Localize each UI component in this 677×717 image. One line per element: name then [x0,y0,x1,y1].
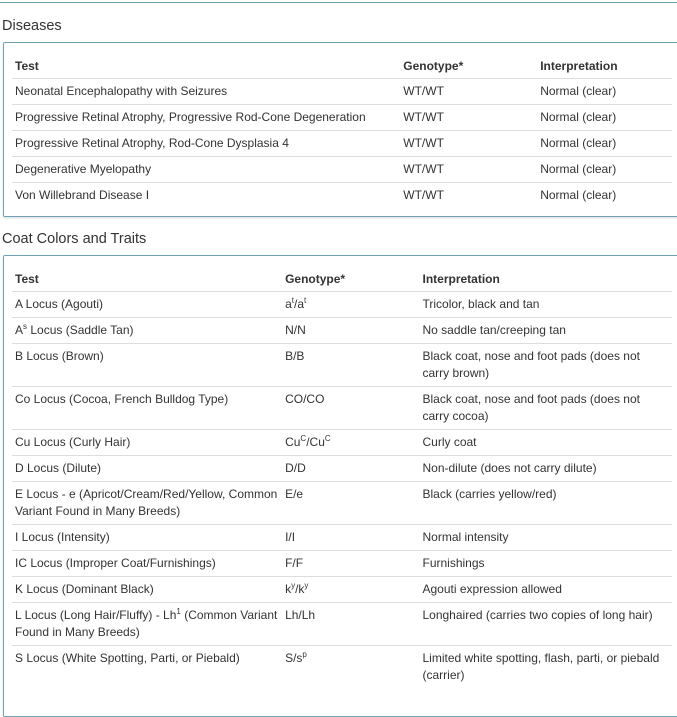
cell-interpretation: Normal (clear) [537,79,672,105]
diseases-panel [3,42,677,217]
column-header-interpretation: Interpretation [537,54,672,79]
cell-genotype [282,482,419,525]
cell-test [12,456,282,482]
cell-test [12,646,282,689]
cell-genotype [282,577,419,603]
table-row [12,105,672,131]
text-segment: Co Locus (Cocoa, French Bulldog Type) [15,392,229,406]
previous-section-border [0,0,677,3]
cell-genotype [400,183,537,209]
table-row [12,131,672,157]
superscript: 1 [176,607,181,616]
cell-test [12,551,282,577]
text-segment: E Locus - e (Apricot/Cream/Red/Yellow, Common Variant Found in Many Breeds) [15,487,278,518]
cell-interpretation: No saddle tan/creeping tan [419,318,672,344]
superscript: C [324,434,331,443]
table-row [12,157,672,183]
table-row [12,387,672,430]
superscript: y [291,581,296,590]
text-segment: WT/WT [403,188,444,202]
column-header-genotype: Genotype* [400,54,537,79]
text-segment: Lh/Lh [285,608,316,622]
diseases-table [12,54,672,208]
cell-genotype [282,603,419,646]
cell-test [12,318,282,344]
cell-genotype [400,131,537,157]
coat-panel [3,255,677,717]
superscript: C [300,434,307,443]
column-header-test: Test [12,54,400,79]
cell-test [12,344,282,387]
text-segment: /a [294,297,305,311]
cell-test [12,105,400,131]
table-row [12,183,672,209]
cell-test [12,79,400,105]
table-header-row [12,267,672,292]
cell-interpretation: Tricolor, black and tan [419,292,672,318]
table-row [12,318,672,344]
text-segment: Von Willebrand Disease I [15,188,150,202]
text-segment: N/N [285,323,306,337]
text-segment: S/s [285,651,303,665]
cell-interpretation: Black coat, nose and foot pads (does not carry cocoa) [419,387,672,430]
column-header-interpretation: Interpretation [419,267,672,292]
cell-interpretation: Normal (clear) [537,157,672,183]
cell-interpretation: Curly coat [419,430,672,456]
cell-test [12,482,282,525]
column-header-test: Test [12,267,282,292]
cell-test [12,157,400,183]
text-segment: WT/WT [403,110,444,124]
table-row [12,456,672,482]
text-segment: CO/CO [285,392,325,406]
table-header-row [12,54,672,79]
text-segment: Cu Locus (Curly Hair) [15,435,131,449]
cell-genotype [282,318,419,344]
cell-interpretation: Black coat, nose and foot pads (does not carry brown) [419,344,672,387]
table-row [12,603,672,646]
cell-interpretation: Agouti expression allowed [419,577,672,603]
coat-table [12,267,672,688]
text-segment: I Locus (Intensity) [15,530,110,544]
text-segment: I/I [285,530,296,544]
text-segment: E/e [285,487,304,501]
cell-test [12,183,400,209]
text-segment: A [15,323,24,337]
cell-test [12,577,282,603]
cell-test [12,292,282,318]
text-segment: a [285,297,292,311]
cell-genotype [282,430,419,456]
superscript: p [302,650,307,659]
cell-genotype [282,525,419,551]
text-segment: k [285,582,292,596]
text-segment: B Locus (Brown) [15,349,104,363]
text-segment: D Locus (Dilute) [15,461,102,475]
column-header-genotype: Genotype* [282,267,419,292]
cell-interpretation: Black (carries yellow/red) [419,482,672,525]
cell-interpretation: Normal (clear) [537,131,672,157]
text-segment: D/D [285,461,306,475]
text-segment: Degenerative Myelopathy [15,162,152,176]
cell-genotype [400,157,537,183]
cell-test [12,131,400,157]
diseases-heading: Diseases [2,18,62,34]
table-row [12,292,672,318]
table-row [12,646,672,689]
cell-genotype [282,456,419,482]
text-segment: A Locus (Agouti) [15,297,104,311]
cell-genotype [282,387,419,430]
cell-genotype [282,551,419,577]
text-segment: WT/WT [403,162,444,176]
table-row [12,344,672,387]
coat-heading: Coat Colors and Traits [2,231,147,247]
text-segment: Neonatal Encephalopathy with Seizures [15,84,228,98]
cell-interpretation: Normal (clear) [537,183,672,209]
text-segment: WT/WT [403,84,444,98]
cell-interpretation: Non-dilute (does not carry dilute) [419,456,672,482]
text-segment: S Locus (White Spotting, Parti, or Piebald) [15,651,240,665]
superscript: t [304,296,307,305]
cell-interpretation: Limited white spotting, flash, parti, or piebald (carrier) [419,646,672,689]
cell-genotype [282,292,419,318]
cell-genotype [282,344,419,387]
superscript: t [291,296,294,305]
cell-genotype [400,79,537,105]
text-segment: (Common Variant Found in Many Breeds) [15,608,278,639]
text-segment: WT/WT [403,136,444,150]
text-segment: K Locus (Dominant Black) [15,582,154,596]
text-segment: B/B [285,349,305,363]
superscript: y [304,581,309,590]
text-segment: L Locus (Long Hair/Fluffy) - Lh [15,608,177,622]
text-segment: Progressive Retinal Atrophy, Progressive Rod-Cone Degeneration [15,110,366,124]
text-segment: IC Locus (Improper Coat/Furnishings) [15,556,216,570]
cell-interpretation: Longhaired (carries two copies of long hair) [419,603,672,646]
table-row [12,79,672,105]
cell-test [12,387,282,430]
cell-genotype [282,646,419,689]
table-row [12,482,672,525]
cell-test [12,430,282,456]
text-segment: Cu [285,435,301,449]
text-segment: F/F [285,556,304,570]
cell-test [12,525,282,551]
cell-interpretation: Normal (clear) [537,105,672,131]
table-row [12,525,672,551]
text-segment: Progressive Retinal Atrophy, Rod-Cone Dysplasia 4 [15,136,289,150]
cell-genotype [400,105,537,131]
superscript: s [23,322,28,331]
table-row [12,430,672,456]
cell-interpretation: Furnishings [419,551,672,577]
cell-test [12,603,282,646]
text-segment: /k [295,582,305,596]
table-row [12,577,672,603]
text-segment: /Cu [306,435,325,449]
cell-interpretation: Normal intensity [419,525,672,551]
text-segment: Locus (Saddle Tan) [27,323,134,337]
table-row [12,551,672,577]
